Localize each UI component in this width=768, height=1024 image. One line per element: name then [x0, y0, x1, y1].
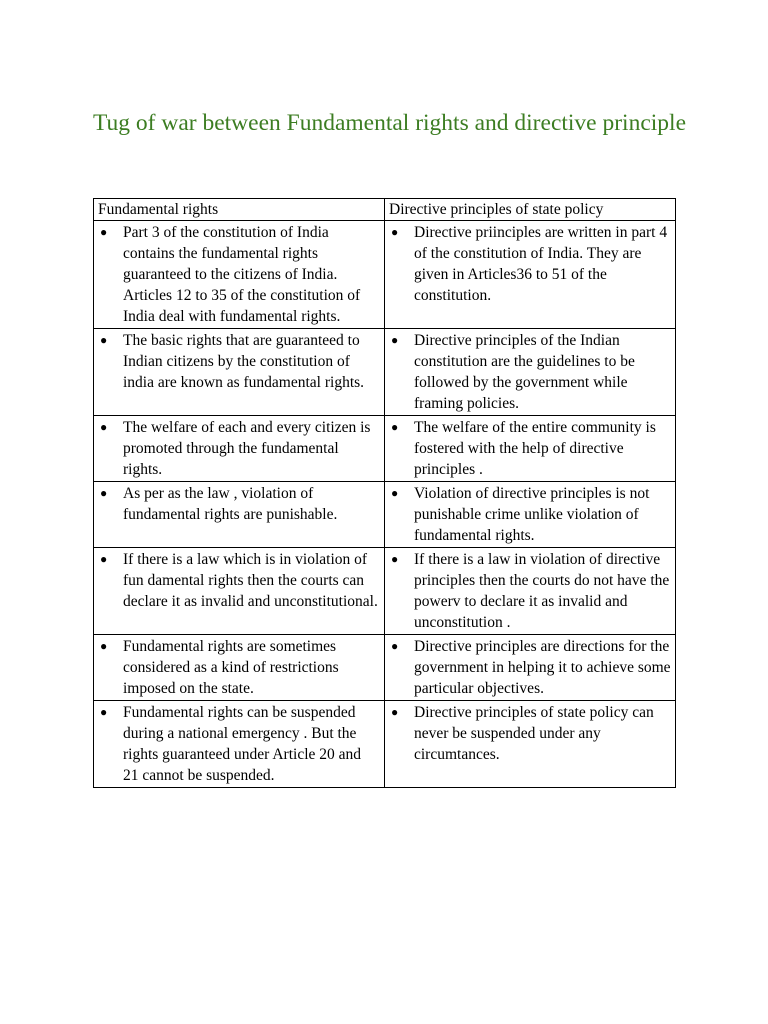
bullet-icon: ● — [100, 552, 108, 566]
cell-text: Directive principles of state policy can never be suspended under any circumtances. — [414, 704, 654, 763]
bullet-icon: ● — [100, 420, 108, 434]
table-cell — [94, 329, 385, 416]
table-row — [94, 329, 676, 416]
cell-text: Fundamental rights are sometimes considered as a kind of restrictions imposed on the state. — [123, 638, 339, 697]
bullet-icon: ● — [100, 486, 108, 500]
cell-text: The welfare of each and every citizen is promoted through the fundamental rights. — [123, 419, 371, 478]
table-cell — [385, 482, 676, 548]
bullet-icon: ● — [100, 333, 108, 347]
cell-text: Violation of directive principles is not punishable crime unlike violation of fundamental rights. — [414, 485, 650, 544]
column-header-fundamental-rights: Fundamental rights — [94, 199, 385, 221]
table-cell — [385, 416, 676, 482]
cell-text: Directive principles are directions for the government in helping it to achieve some particular objectives. — [414, 638, 671, 697]
table-cell — [94, 221, 385, 329]
cell-text: Directive priinciples are written in part 4 of the constitution of India. They are given in Articles36 to 51 of the constitution. — [414, 224, 668, 304]
table-cell — [385, 221, 676, 329]
table-cell — [385, 329, 676, 416]
table-cell — [94, 701, 385, 788]
table-cell — [94, 635, 385, 701]
table-cell — [385, 548, 676, 635]
cell-text: The basic rights that are guaranteed to Indian citizens by the constitution of india are known as fundamental rights. — [123, 332, 365, 391]
bullet-icon: ● — [391, 225, 399, 239]
bullet-icon: ● — [391, 639, 399, 653]
bullet-icon: ● — [391, 552, 399, 566]
cell-text: The welfare of the entire community is fostered with the help of directive principles . — [414, 419, 656, 478]
table-cell — [385, 701, 676, 788]
cell-text: Part 3 of the constitution of India contains the fundamental rights guaranteed to the citizens of India. Articles 12 to 35 of the constitution of India deal with fundamental rights. — [123, 224, 361, 325]
cell-text: If there is a law which is in violation of fun damental rights then the courts can declare it as invalid and unconstitutional. — [123, 551, 378, 610]
table-row — [94, 482, 676, 548]
cell-text: Directive principles of the Indian constitution are the guidelines to be followed by the government while framing policies. — [414, 332, 635, 412]
cell-text: Fundamental rights can be suspended during a national emergency . But the rights guaranteed under Article 20 and 21 cannot be suspended. — [123, 704, 362, 784]
table-row — [94, 221, 676, 329]
cell-text: As per as the law , violation of fundamental rights are punishable. — [123, 485, 338, 523]
bullet-icon: ● — [391, 333, 399, 347]
cell-text: If there is a law in violation of directive principles then the courts do not have the powerv to declare it as invalid and unconstitution . — [414, 551, 670, 631]
table-row — [94, 548, 676, 635]
table-header-row — [94, 199, 676, 221]
table-row — [94, 416, 676, 482]
bullet-icon: ● — [391, 705, 399, 719]
table-row — [94, 701, 676, 788]
table-cell — [385, 635, 676, 701]
bullet-icon: ● — [391, 486, 399, 500]
page-title: Tug of war between Fundamental rights and directive principle — [93, 110, 687, 136]
bullet-icon: ● — [391, 420, 399, 434]
bullet-icon: ● — [100, 225, 108, 239]
table-cell — [94, 416, 385, 482]
table-cell — [94, 482, 385, 548]
bullet-icon: ● — [100, 639, 108, 653]
table-row — [94, 635, 676, 701]
bullet-icon: ● — [100, 705, 108, 719]
table-cell — [94, 548, 385, 635]
comparison-table — [93, 198, 676, 788]
column-header-directive-principles: Directive principles of state policy — [385, 199, 676, 221]
